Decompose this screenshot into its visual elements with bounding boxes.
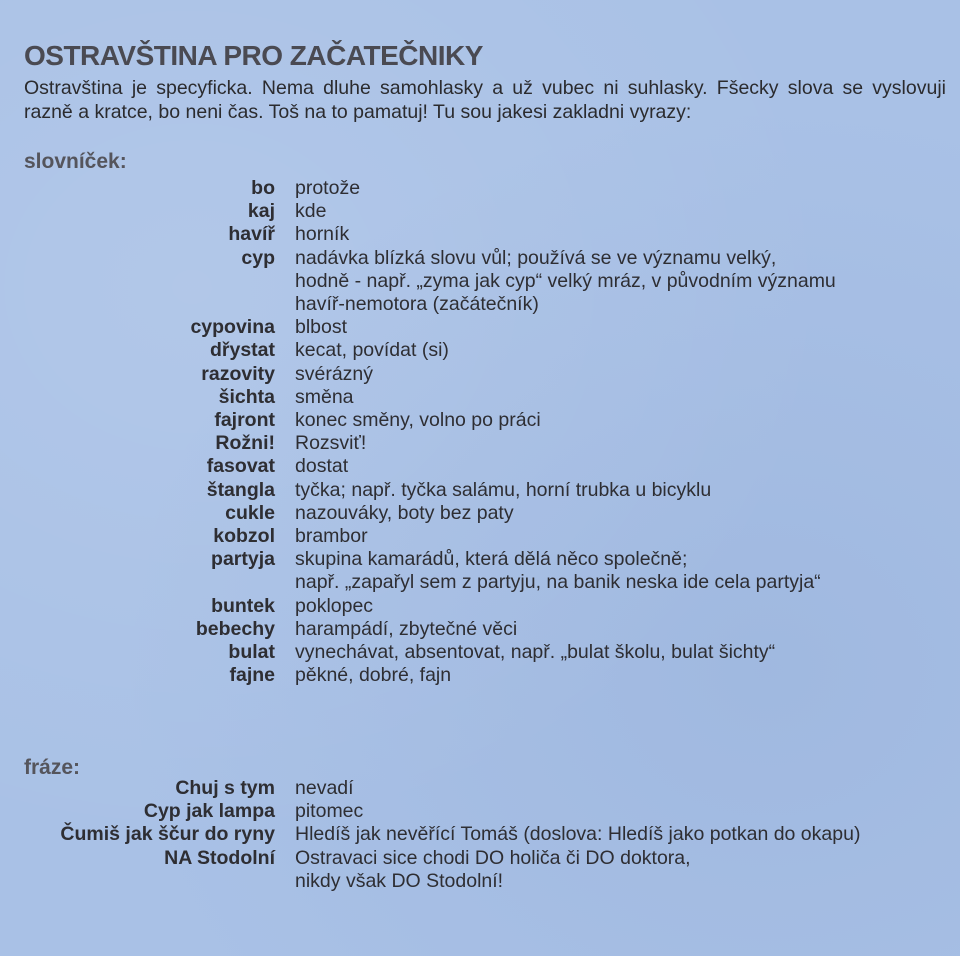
glossary-definition <box>295 618 935 641</box>
glossary-definition <box>295 177 935 200</box>
glossary-term: fajne <box>229 664 275 687</box>
section-heading-slovnicek: slovníček: <box>24 150 127 173</box>
definition-line: kde <box>295 200 327 223</box>
definition-line: horník <box>295 223 350 246</box>
glossary-entry <box>0 200 960 223</box>
glossary-definition <box>295 664 935 687</box>
glossary-entry <box>0 525 960 548</box>
definition-line: konec směny, volno po práci <box>295 409 541 432</box>
glossary-entry <box>0 800 960 823</box>
glossary-term: kobzol <box>213 525 275 548</box>
definition-line: kecat, povídat (si) <box>295 339 449 362</box>
glossary-definition <box>295 339 935 362</box>
definition-line: brambor <box>295 525 368 548</box>
glossary-entry <box>0 479 960 502</box>
glossary-entry <box>0 223 960 246</box>
glossary-definition <box>295 432 935 455</box>
glossary-definition <box>295 247 935 317</box>
glossary-entry <box>0 316 960 339</box>
glossary-term: havíř <box>228 223 275 246</box>
definition-line: směna <box>295 385 354 408</box>
definition-line: nazouváky, boty bez paty <box>295 501 514 524</box>
glossary-entry <box>0 777 960 800</box>
definition-line: dostat <box>295 455 349 478</box>
glossary-term: Čumiš jak ščur do ryny <box>60 823 275 846</box>
page-title: OSTRAVŠTINA PRO ZAČATEČNIKY <box>24 40 483 71</box>
glossary-entry <box>0 548 960 594</box>
glossary-entry <box>0 455 960 478</box>
definition-line: Rozsviť! <box>295 432 367 455</box>
glossary-entry <box>0 847 960 893</box>
glossary-definition <box>295 409 935 432</box>
glossary-entry <box>0 409 960 432</box>
glossary-term: bo <box>251 177 275 199</box>
definition-line: nikdy však DO Stodolní! <box>295 869 504 892</box>
glossary-definition <box>295 800 935 823</box>
intro-paragraph: Ostravština je specyficka. Nema dluhe samohlasky a už vubec ni suhlasky. Fšecky slova se vyslovuji razně a kratce, bo neni čas. Toš na to pamatuj! Tu sou jakesi zakladni vyrazy: <box>24 77 946 123</box>
definition-line: Ostravaci sice chodi DO holiča či DO doktora, <box>295 846 691 869</box>
glossary-term: bulat <box>228 641 275 664</box>
glossary-entry <box>0 502 960 525</box>
glossary-term: buntek <box>211 594 275 617</box>
glossary-term: štangla <box>206 478 275 501</box>
glossary-term: Chuj s tym <box>175 777 275 799</box>
glossary-term: bebechy <box>195 617 275 640</box>
definition-line: protože <box>295 177 361 199</box>
glossary-definition <box>295 847 935 893</box>
glossary-term: cypovina <box>190 316 275 339</box>
glossary-definition <box>295 641 935 664</box>
glossary-entry <box>0 595 960 618</box>
glossary-term: partyja <box>211 548 275 571</box>
glossary-fraze <box>0 777 960 893</box>
glossary-entry <box>0 664 960 687</box>
glossary-definition <box>295 223 935 246</box>
glossary-entry <box>0 177 960 200</box>
definition-line: havíř-nemotora (začátečník) <box>295 293 539 316</box>
definition-line: pěkné, dobré, fajn <box>295 664 452 687</box>
glossary-definition <box>295 363 935 386</box>
definition-line: např. „zapařyl sem z partyju, na banik neska ide cela partyja“ <box>295 571 821 594</box>
definition-line: blbost <box>295 316 348 339</box>
glossary-term: NA Stodolní <box>164 846 275 869</box>
definition-line: vynechávat, absentovat, např. „bulat školu, bulat šichty“ <box>295 641 776 664</box>
glossary-term: fasovat <box>206 455 275 478</box>
glossary-definition <box>295 502 935 525</box>
glossary-definition <box>295 595 935 618</box>
glossary-term: šichta <box>218 385 275 408</box>
definition-line: tyčka; např. tyčka salámu, horní trubka u bicyklu <box>295 478 712 501</box>
glossary-term: kaj <box>247 200 275 223</box>
glossary-definition <box>295 525 935 548</box>
glossary-entry <box>0 247 960 317</box>
glossary-definition <box>295 316 935 339</box>
glossary-definition <box>295 479 935 502</box>
glossary-term: cukle <box>225 501 275 524</box>
definition-line: Hledíš jak nevěřící Tomáš (doslova: Hledíš jako potkan do okapu) <box>295 823 861 846</box>
glossary-term: dřystat <box>209 339 275 362</box>
definition-line: poklopec <box>295 594 374 617</box>
definition-line: hodně - např. „zyma jak cyp“ velký mráz, v původním významu <box>295 269 836 292</box>
glossary-term: Cyp jak lampa <box>143 800 275 823</box>
glossary-entry <box>0 363 960 386</box>
glossary-definition <box>295 777 935 800</box>
glossary-slovnicek <box>0 177 960 687</box>
glossary-definition <box>295 823 935 846</box>
definition-line: nevadí <box>295 777 354 799</box>
glossary-entry <box>0 618 960 641</box>
glossary-term: cyp <box>241 246 275 269</box>
glossary-term: fajront <box>214 409 275 432</box>
glossary-entry <box>0 432 960 455</box>
glossary-entry <box>0 641 960 664</box>
glossary-definition <box>295 200 935 223</box>
glossary-entry <box>0 386 960 409</box>
definition-line: pitomec <box>295 800 364 823</box>
definition-line: svérázný <box>295 362 374 385</box>
glossary-definition <box>295 386 935 409</box>
glossary-entry <box>0 339 960 362</box>
glossary-entry <box>0 823 960 846</box>
section-heading-fraze: fráze: <box>24 756 81 779</box>
glossary-term: Rožni! <box>215 432 275 455</box>
glossary-definition <box>295 455 935 478</box>
glossary-definition <box>295 548 935 594</box>
definition-line: nadávka blízká slovu vůl; používá se ve významu velký, <box>295 246 777 269</box>
definition-line: harampádí, zbytečné věci <box>295 617 518 640</box>
glossary-term: razovity <box>201 362 275 385</box>
definition-line: skupina kamarádů, která dělá něco společně; <box>295 548 688 571</box>
